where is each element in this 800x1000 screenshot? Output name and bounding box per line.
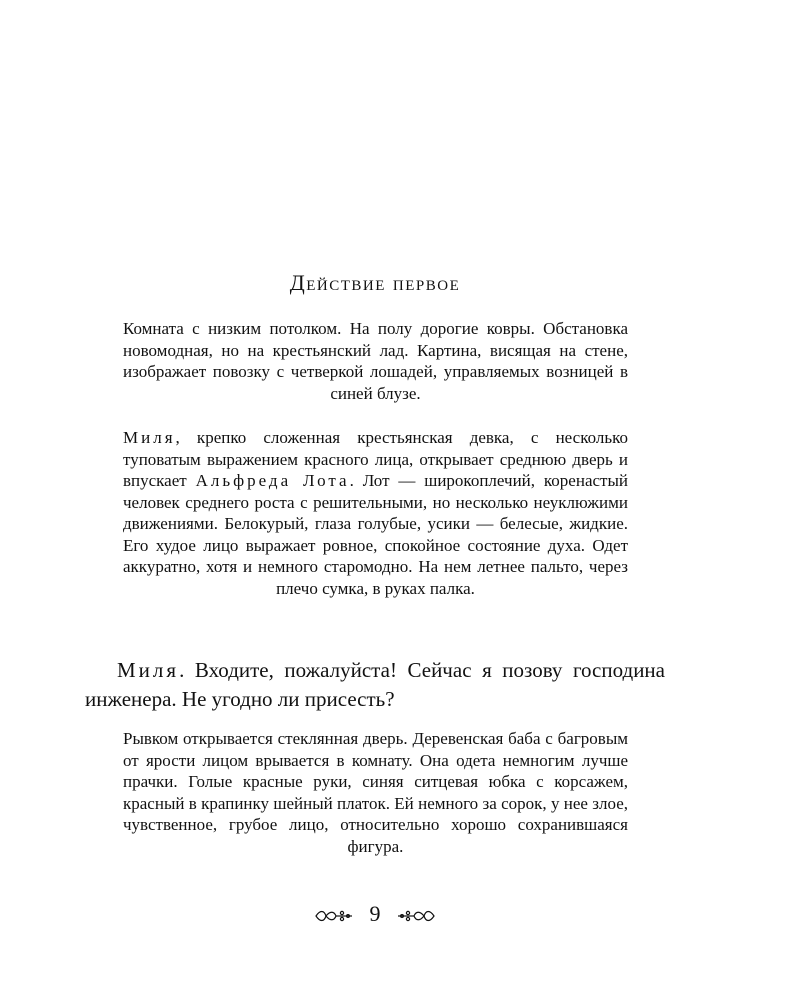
page-number: 9 (369, 901, 381, 926)
page-footer (0, 901, 750, 927)
stage-direction-2 (123, 427, 628, 599)
speech-milya (85, 656, 665, 714)
stage-direction-2-text-2: . Лот — широкоплечий, коренастый человек среднего роста с решительными, но несколько неуклюжими движениями. Белокурый, глаза голубые, усики — белесые, жидкие. Его худое лицо выражает ровное, спокойное состояние духа. Одет аккуратно, хотя и немного старомодно. На нем летнее пальто, через плечо сумка, в руках палка. (123, 471, 628, 598)
stage-direction-3: Рывком открывается стеклянная дверь. Деревенская баба с багровым от ярости лицом врывается в комнату. Она одета немногим лучше прачки. Голые красные руки, синяя ситцевая юбка с корсажем, красный в крапинку шейный платок. Ей немного за сорок, у нее злое, чувственное, грубое лицо, относительно хорошо сохранившаяся фигура. (123, 729, 628, 856)
character-name-milya: Миля (123, 428, 176, 447)
stage-direction-1: Комната с низким потолком. На полу дорогие ковры. Обстановка новомодная, но на крестьянский лад. Картина, висящая на стене, изображает повозку с четверкой лошадей, управляемых возницей в синей блузе. (123, 319, 628, 403)
floral-ornament-right-icon (396, 908, 436, 924)
speech-text: . Входите, пожалуйста! Сейчас я позову господина инженера. Не угодно ли присесть? (85, 658, 665, 711)
speaker-name: Миля (117, 658, 180, 682)
act-title: Действие первое (289, 270, 461, 295)
character-name-alfred-loth: Альфреда Лота (195, 471, 350, 490)
floral-ornament-left-icon (314, 908, 354, 924)
stage-direction-2-text-1: , крепко сложенная крестьянская девка, с несколько туповатым выражением красного лица, открывает среднюю дверь и впускает (123, 428, 628, 490)
